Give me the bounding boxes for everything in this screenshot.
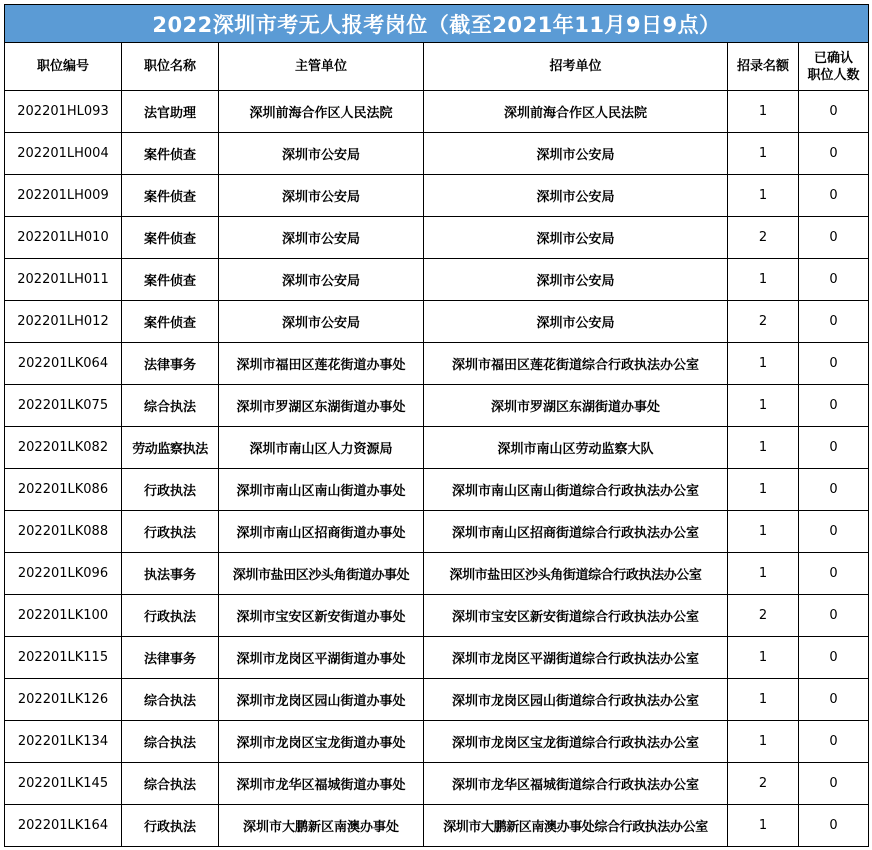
cell-recruiter: 深圳市龙岗区宝龙街道综合行政执法办公室 <box>424 721 728 763</box>
table-row <box>5 91 869 133</box>
cell-recruiter: 深圳市公安局 <box>424 217 728 259</box>
cell-authority: 深圳市龙岗区园山街道办事处 <box>219 679 424 721</box>
table-row <box>5 175 869 217</box>
cell-confirmed: 0 <box>799 175 869 217</box>
cell-authority: 深圳市南山区人力资源局 <box>219 427 424 469</box>
cell-code: 202201LK134 <box>5 721 122 763</box>
cell-confirmed: 0 <box>799 91 869 133</box>
cell-recruiter: 深圳前海合作区人民法院 <box>424 91 728 133</box>
table-row <box>5 679 869 721</box>
cell-confirmed: 0 <box>799 637 869 679</box>
cell-confirmed: 0 <box>799 595 869 637</box>
table-body <box>5 91 869 847</box>
header-recruiter: 招考单位 <box>424 43 728 91</box>
cell-code: 202201LK064 <box>5 343 122 385</box>
cell-quota: 1 <box>728 343 799 385</box>
cell-quota: 1 <box>728 469 799 511</box>
recruitment-sheet <box>4 4 868 847</box>
cell-authority: 深圳市公安局 <box>219 259 424 301</box>
cell-code: 202201LK096 <box>5 553 122 595</box>
cell-recruiter: 深圳市盐田区沙头角街道综合行政执法办公室 <box>424 553 728 595</box>
cell-recruiter: 深圳市公安局 <box>424 133 728 175</box>
cell-quota: 2 <box>728 763 799 805</box>
table-row <box>5 301 869 343</box>
header-name: 职位名称 <box>122 43 219 91</box>
cell-name: 案件侦查 <box>122 175 219 217</box>
cell-name: 法律事务 <box>122 637 219 679</box>
cell-confirmed: 0 <box>799 469 869 511</box>
cell-authority: 深圳市罗湖区东湖街道办事处 <box>219 385 424 427</box>
table-row <box>5 553 869 595</box>
cell-recruiter: 深圳市公安局 <box>424 259 728 301</box>
cell-quota: 2 <box>728 595 799 637</box>
cell-confirmed: 0 <box>799 553 869 595</box>
cell-code: 202201LH012 <box>5 301 122 343</box>
cell-name: 法官助理 <box>122 91 219 133</box>
header-quota: 招录名额 <box>728 43 799 91</box>
cell-authority: 深圳市盐田区沙头角街道办事处 <box>219 553 424 595</box>
header-confirmed-line2: 职位人数 <box>807 67 860 83</box>
cell-authority: 深圳市龙岗区宝龙街道办事处 <box>219 721 424 763</box>
cell-authority: 深圳市宝安区新安街道办事处 <box>219 595 424 637</box>
cell-name: 行政执法 <box>122 511 219 553</box>
cell-recruiter: 深圳市公安局 <box>424 175 728 217</box>
cell-recruiter: 深圳市公安局 <box>424 301 728 343</box>
cell-authority: 深圳市公安局 <box>219 133 424 175</box>
cell-name: 综合执法 <box>122 385 219 427</box>
cell-name: 行政执法 <box>122 595 219 637</box>
cell-name: 法律事务 <box>122 343 219 385</box>
cell-code: 202201LK100 <box>5 595 122 637</box>
table-row <box>5 343 869 385</box>
cell-recruiter: 深圳市龙岗区平湖街道综合行政执法办公室 <box>424 637 728 679</box>
cell-name: 行政执法 <box>122 469 219 511</box>
cell-recruiter: 深圳市南山区招商街道综合行政执法办公室 <box>424 511 728 553</box>
table-row <box>5 763 869 805</box>
table-row <box>5 133 869 175</box>
cell-confirmed: 0 <box>799 511 869 553</box>
cell-name: 行政执法 <box>122 805 219 847</box>
cell-recruiter: 深圳市南山区南山街道综合行政执法办公室 <box>424 469 728 511</box>
cell-confirmed: 0 <box>799 427 869 469</box>
cell-quota: 1 <box>728 511 799 553</box>
header-row <box>5 43 869 91</box>
header-code: 职位编号 <box>5 43 122 91</box>
cell-name: 执法事务 <box>122 553 219 595</box>
sheet-title: 2022深圳市考无人报考岗位（截至2021年11月9日9点） <box>5 5 869 43</box>
cell-recruiter: 深圳市宝安区新安街道综合行政执法办公室 <box>424 595 728 637</box>
cell-authority: 深圳市南山区招商街道办事处 <box>219 511 424 553</box>
table-row <box>5 259 869 301</box>
cell-recruiter: 深圳市龙岗区园山街道综合行政执法办公室 <box>424 679 728 721</box>
cell-name: 案件侦查 <box>122 259 219 301</box>
cell-recruiter: 深圳市大鹏新区南澳办事处综合行政执法办公室 <box>424 805 728 847</box>
table-row <box>5 217 869 259</box>
cell-code: 202201LH009 <box>5 175 122 217</box>
cell-authority: 深圳前海合作区人民法院 <box>219 91 424 133</box>
cell-code: 202201LK126 <box>5 679 122 721</box>
cell-quota: 1 <box>728 427 799 469</box>
cell-name: 综合执法 <box>122 721 219 763</box>
cell-quota: 1 <box>728 805 799 847</box>
cell-code: 202201LH004 <box>5 133 122 175</box>
table-row <box>5 595 869 637</box>
cell-code: 202201LH010 <box>5 217 122 259</box>
cell-code: 202201LH011 <box>5 259 122 301</box>
cell-quota: 1 <box>728 553 799 595</box>
cell-code: 202201HL093 <box>5 91 122 133</box>
cell-quota: 2 <box>728 217 799 259</box>
cell-confirmed: 0 <box>799 805 869 847</box>
cell-quota: 2 <box>728 301 799 343</box>
cell-confirmed: 0 <box>799 259 869 301</box>
cell-quota: 1 <box>728 385 799 427</box>
table-row <box>5 385 869 427</box>
cell-confirmed: 0 <box>799 217 869 259</box>
cell-authority: 深圳市南山区南山街道办事处 <box>219 469 424 511</box>
cell-quota: 1 <box>728 721 799 763</box>
cell-quota: 1 <box>728 91 799 133</box>
cell-recruiter: 深圳市龙华区福城街道综合行政执法办公室 <box>424 763 728 805</box>
cell-quota: 1 <box>728 259 799 301</box>
cell-authority: 深圳市大鹏新区南澳办事处 <box>219 805 424 847</box>
cell-quota: 1 <box>728 679 799 721</box>
cell-code: 202201LK145 <box>5 763 122 805</box>
cell-name: 案件侦查 <box>122 301 219 343</box>
cell-quota: 1 <box>728 637 799 679</box>
table-row <box>5 805 869 847</box>
cell-confirmed: 0 <box>799 385 869 427</box>
cell-code: 202201LK164 <box>5 805 122 847</box>
cell-confirmed: 0 <box>799 679 869 721</box>
table-row <box>5 721 869 763</box>
cell-quota: 1 <box>728 175 799 217</box>
table-row <box>5 511 869 553</box>
cell-confirmed: 0 <box>799 343 869 385</box>
cell-authority: 深圳市龙华区福城街道办事处 <box>219 763 424 805</box>
table-row <box>5 637 869 679</box>
cell-confirmed: 0 <box>799 133 869 175</box>
cell-name: 综合执法 <box>122 679 219 721</box>
header-authority: 主管单位 <box>219 43 424 91</box>
cell-name: 劳动监察执法 <box>122 427 219 469</box>
cell-authority: 深圳市公安局 <box>219 175 424 217</box>
cell-recruiter: 深圳市福田区莲花街道综合行政执法办公室 <box>424 343 728 385</box>
cell-code: 202201LK075 <box>5 385 122 427</box>
cell-name: 案件侦查 <box>122 133 219 175</box>
cell-authority: 深圳市公安局 <box>219 301 424 343</box>
cell-name: 案件侦查 <box>122 217 219 259</box>
cell-confirmed: 0 <box>799 301 869 343</box>
cell-confirmed: 0 <box>799 763 869 805</box>
cell-authority: 深圳市公安局 <box>219 217 424 259</box>
header-confirmed-line1: 已确认 <box>813 50 853 66</box>
cell-authority: 深圳市龙岗区平湖街道办事处 <box>219 637 424 679</box>
cell-code: 202201LK088 <box>5 511 122 553</box>
cell-recruiter: 深圳市罗湖区东湖街道办事处 <box>424 385 728 427</box>
cell-quota: 1 <box>728 133 799 175</box>
cell-recruiter: 深圳市南山区劳动监察大队 <box>424 427 728 469</box>
table-row <box>5 469 869 511</box>
cell-code: 202201LK086 <box>5 469 122 511</box>
positions-table <box>4 4 869 847</box>
cell-confirmed: 0 <box>799 721 869 763</box>
header-confirmed <box>799 43 869 91</box>
cell-name: 综合执法 <box>122 763 219 805</box>
cell-code: 202201LK082 <box>5 427 122 469</box>
cell-authority: 深圳市福田区莲花街道办事处 <box>219 343 424 385</box>
table-row <box>5 427 869 469</box>
cell-code: 202201LK115 <box>5 637 122 679</box>
